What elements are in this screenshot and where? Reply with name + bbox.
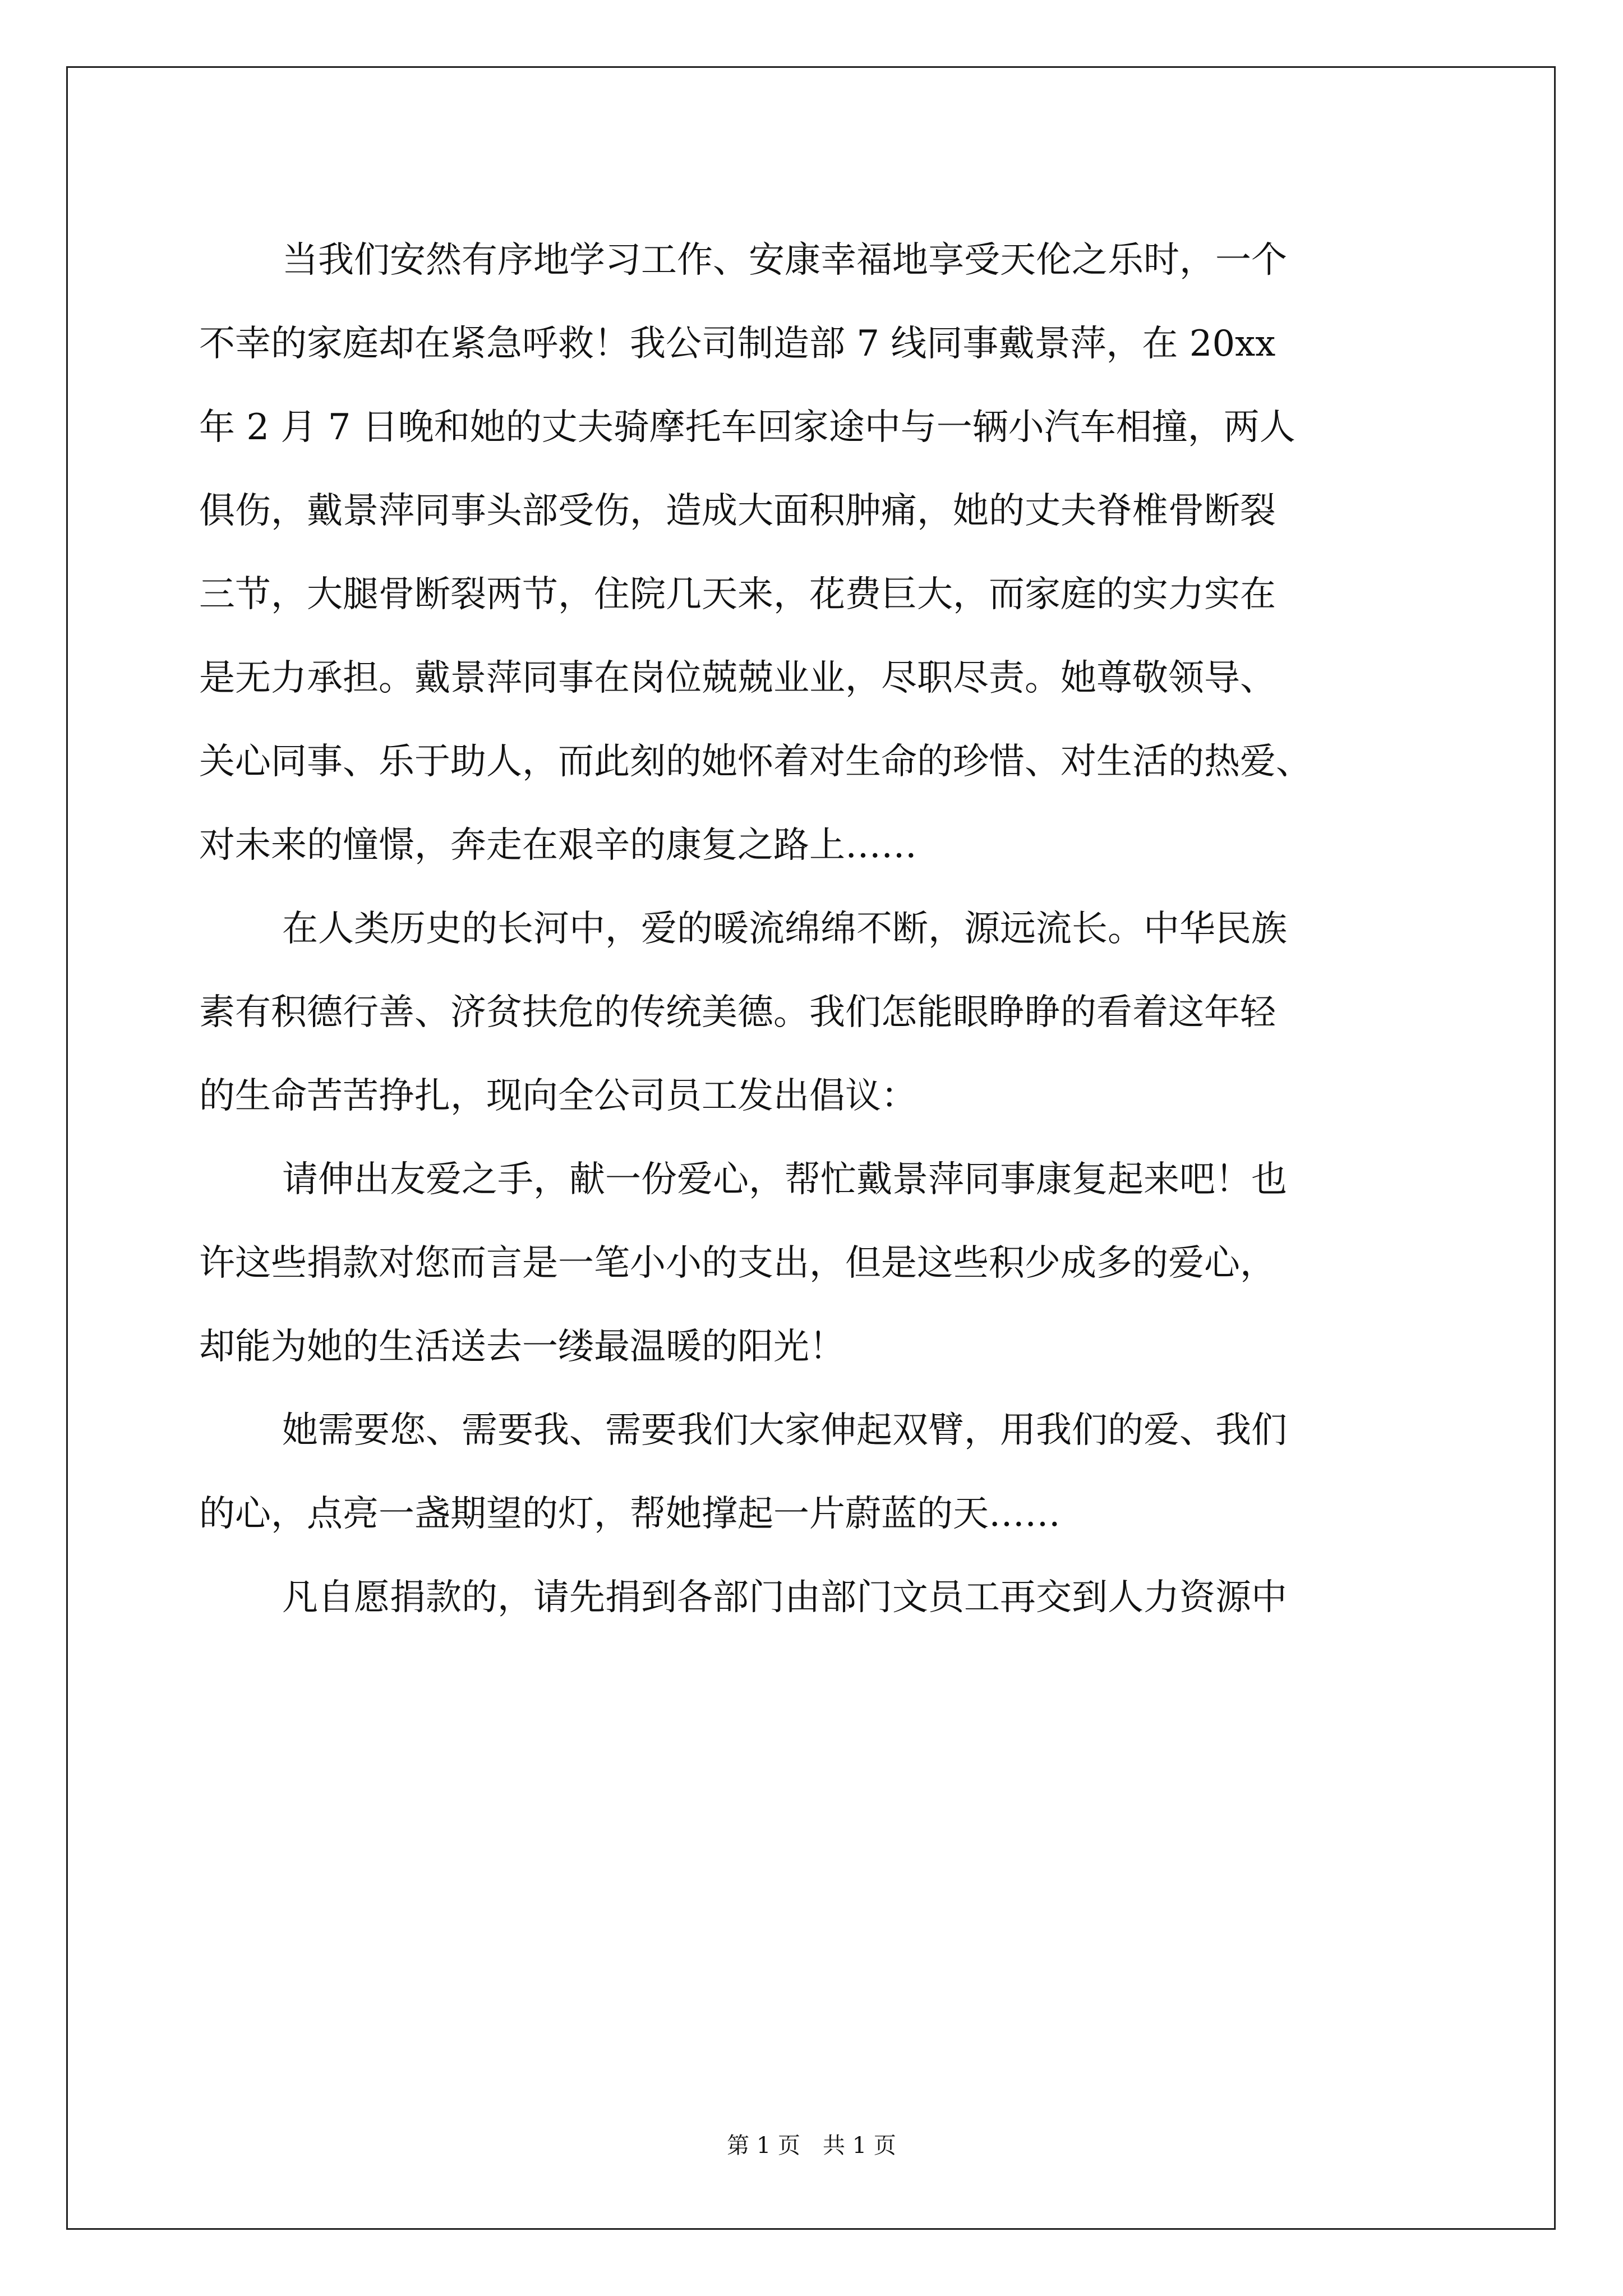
paragraph-line: 关心同事、乐于助人，而此刻的她怀着对生命的珍惜、对生活的热爱、: [199, 741, 1312, 783]
paragraph-line: 俱伤，戴景萍同事头部受伤，造成大面积肿痛，她的丈夫脊椎骨断裂: [199, 490, 1276, 532]
paragraph-line: 她需要您、需要我、需要我们大家伸起双臂，用我们的爱、我们: [282, 1410, 1287, 1451]
paragraph-line: 的生命苦苦挣扎，现向全公司员工发出倡议：: [199, 1075, 917, 1117]
paragraph-line: 不幸的家庭却在紧急呼救！我公司制造部 7 线同事戴景萍，在 20xx: [199, 323, 1276, 365]
paragraph-line: 请伸出友爱之手，献一份爱心，帮忙戴景萍同事康复起来吧！也: [282, 1159, 1287, 1200]
paragraph-line: 对未来的憧憬，奔走在艰辛的康复之路上……: [199, 825, 917, 866]
paragraph-line: 的心，点亮一盏期望的灯，帮她撑起一片蔚蓝的天……: [199, 1493, 1061, 1535]
page-footer: 第 1 页 共 1 页: [727, 2133, 896, 2159]
paragraph-line: 许这些捐款对您而言是一笔小小的支出，但是这些积少成多的爱心，: [199, 1243, 1276, 1284]
paragraph-line: 凡自愿捐款的，请先捐到各部门由部门文员工再交到人力资源中: [282, 1577, 1287, 1618]
paragraph-line: 在人类历史的长河中，爱的暖流绵绵不断，源远流长。中华民族: [282, 908, 1287, 950]
document-body: [199, 219, 1461, 1640]
paragraph-line: 素有积德行善、济贫扶危的传统美德。我们怎能眼睁睁的看着这年轻: [199, 992, 1276, 1033]
paragraph-line: 却能为她的生活送去一缕最温暖的阳光！: [199, 1326, 845, 1368]
paragraph-line: 三节，大腿骨断裂两节，住院几天来，花费巨大，而家庭的实力实在: [199, 574, 1276, 615]
paragraph-line: 当我们安然有序地学习工作、安康幸福地享受天伦之乐时，一个: [282, 240, 1287, 281]
paragraph-line: 是无力承担。戴景萍同事在岗位兢兢业业，尽职尽责。她尊敬领导、: [199, 657, 1276, 699]
paragraph-line: 年 2 月 7 日晚和她的丈夫骑摩托车回家途中与一辆小汽车相撞，两人: [199, 407, 1295, 448]
